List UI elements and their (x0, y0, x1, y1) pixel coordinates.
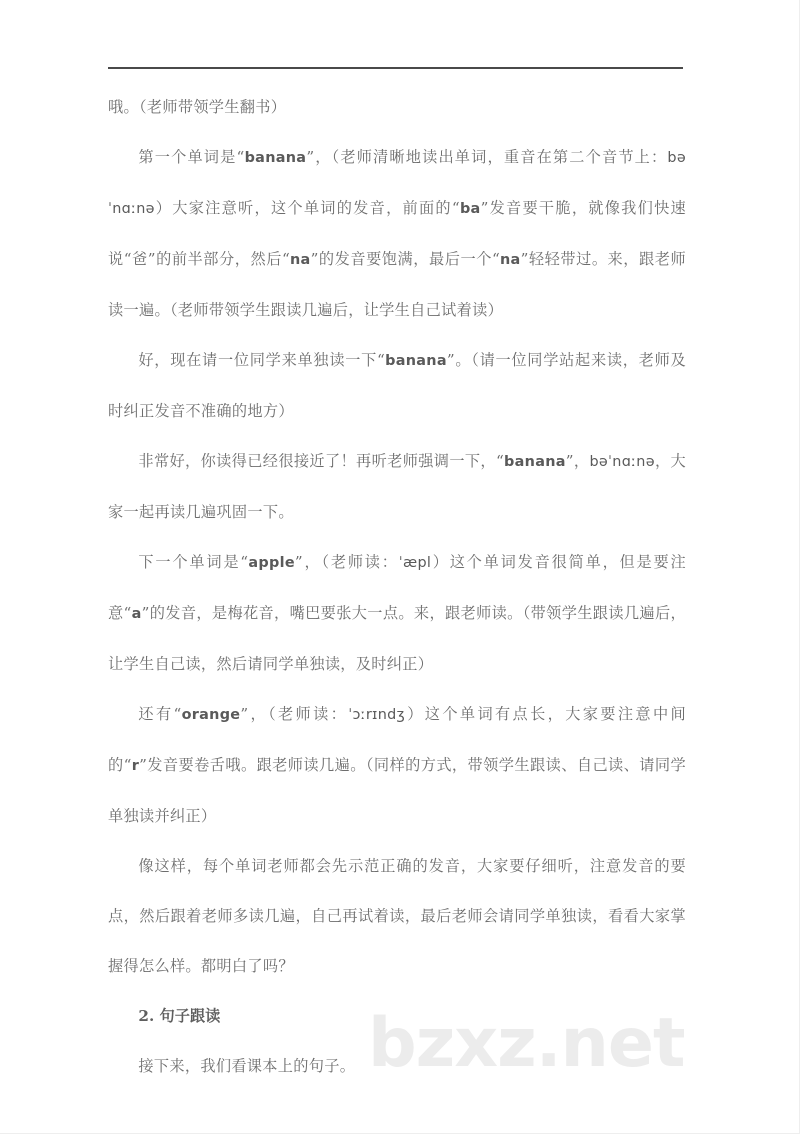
paragraph: 第一个单词是“banana”，（老师清晰地读出单词，重音在第二个音节上：bəˈnɑːnə）大家注意听，这个单词的发音，前面的“ba”发音要干脆，就像我们快速说“爸”的前半部分，然后“na”的发音要饱满，最后一个“na”轻轻带过。来，跟老师读一遍。（老师带领学生跟读几遍后，让学生自己试着读） (108, 148, 686, 319)
english-word: apple (248, 555, 295, 571)
phonetic-transcription: ˈɔːrɪndʒ (348, 707, 406, 723)
paragraph-container (108, 82, 686, 991)
paragraph: 好，现在请一位同学来单独读一下“banana”。（请一位同学站起来读，老师及时纠正发音不准确的地方） (108, 351, 686, 420)
paragraph: 非常好，你读得已经很接近了！再听老师强调一下，“banana”，bəˈnɑːnə，大家一起再读几遍巩固一下。 (108, 452, 686, 521)
paragraph: 下一个单词是“apple”，（老师读：ˈæpl）这个单词发音很简单，但是要注意“a”的发音，是梅花音，嘴巴要张大一点。来，跟老师读。（带领学生跟读几遍后，让学生自己读，然后请同学单独读，及时纠正） (108, 553, 686, 673)
document-body (108, 82, 686, 1091)
site-watermark: bzxz.net (368, 1004, 685, 1083)
phonetic-transcription: ˈæpl (398, 555, 432, 571)
paragraph: 哦。（老师带领学生翻书） (108, 98, 287, 116)
header-rule (108, 67, 683, 69)
closing-paragraph: 接下来，我们看课本上的句子。 (138, 1057, 356, 1075)
english-word: orange (181, 707, 241, 723)
phonetic-transcription: bəˈnɑːnə (589, 454, 655, 470)
english-word: na (500, 252, 521, 268)
english-word: ba (459, 201, 481, 217)
paragraph: 像这样，每个单词老师都会先示范正确的发音，大家要仔细听，注意发音的要点，然后跟着老师多读几遍，自己再试着读，最后老师会请同学单独读，看看大家掌握得怎么样。都明白了吗？ (108, 857, 686, 975)
english-word: banana (385, 353, 447, 369)
section-heading: 2. 句子跟读 (138, 1007, 221, 1025)
english-word: banana (244, 150, 307, 166)
english-word: banana (504, 454, 566, 470)
phonetic-transcription: bəˈnɑːnə (108, 150, 686, 217)
english-word: r (131, 758, 140, 774)
english-word: na (290, 252, 311, 268)
paragraph: 还有“orange”，（老师读：ˈɔːrɪndʒ）这个单词有点长，大家要注意中间的“r”发音要卷舌哦。跟老师读几遍。（同样的方式，带领学生跟读、自己读、请同学单独读并纠正） (108, 705, 686, 825)
english-word: a (131, 606, 142, 622)
